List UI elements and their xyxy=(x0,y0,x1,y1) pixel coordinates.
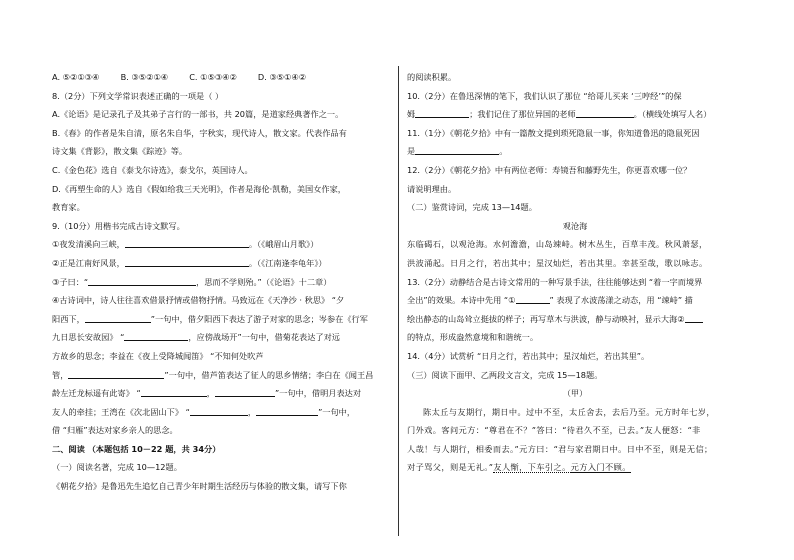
q8-stem: 8.（2分）下列文学常识表述正确的一项是（ ） xyxy=(52,90,224,101)
q11-line1: 11.（1分）《朝花夕拾》中有一篇散文提到琐死隐鼠一事，你知道鲁迅的隐鼠死因 xyxy=(407,127,700,138)
q9-item-4-line5 xyxy=(52,366,388,385)
classical-line-3: 人哉！与人期行，相委而去。”元方曰：“君与家君期日中。日中不至，则是无信； xyxy=(407,443,713,454)
answer-blank[interactable] xyxy=(215,387,275,397)
answer-blank[interactable] xyxy=(125,257,249,267)
q9-item-1 xyxy=(52,235,388,254)
answer-blank[interactable] xyxy=(415,145,499,155)
text: 。（横线处填写人名） xyxy=(633,109,712,120)
section-2-part-1: （一）阅读名著，完成 10—12题。 xyxy=(52,462,182,473)
answer-blank[interactable] xyxy=(256,406,318,416)
text: 龄左迁龙标遥有此寄》 “ xyxy=(52,388,141,399)
passage-jia-label: （甲） xyxy=(562,388,588,399)
q9-item-4-line8: 借 “归雁”表达对家乡亲人的思念。 xyxy=(52,425,178,436)
right-column xyxy=(407,68,743,477)
text: 姆 xyxy=(407,109,416,120)
answer-blank[interactable] xyxy=(576,108,634,118)
q13-line1: 13.（2分）动静结合是古诗文常用的一种写景手法，往往能够达到 “着一字而境界 xyxy=(407,276,703,287)
text: ， xyxy=(206,388,215,399)
q10-line1: 10.（2分）在鲁迅深情的笔下，我们认识了那位 “给哥儿买来 ‘三哼经’”的保 xyxy=(407,90,682,101)
q9-3-text: ③子曰：“ xyxy=(52,276,89,287)
q9-stem: 9.（10分）用楷书完成古诗文默写。 xyxy=(52,220,185,231)
q7-options xyxy=(52,68,388,87)
answer-blank[interactable] xyxy=(415,108,469,118)
q14: 14.（4分）试赏析 “日月之行，若出其中；星汉灿烂，若出其里”。 xyxy=(407,350,650,361)
q8-option-d-line2: 教育家。 xyxy=(52,202,85,213)
text: ”一句中，借夕阳西下表达了游子对家的思念；岑参在《行军 xyxy=(150,313,368,324)
text: ” 表现了水波荡漾之动态，用 “竦峙” 描 xyxy=(549,295,693,306)
answer-blank[interactable] xyxy=(125,238,249,248)
answer-blank[interactable] xyxy=(190,406,248,416)
q9-2-text: ②正是江南好风景， xyxy=(52,257,125,268)
section-b-heading: （二）鉴赏诗词，完成 13—14题。 xyxy=(407,202,537,213)
q9-3-source: ，思而不学则殆。”（《论语》十二章） xyxy=(196,276,332,287)
q12-line2: 请说明理由。 xyxy=(407,183,457,194)
underlined-text: 元方入门不顾。 xyxy=(570,462,631,473)
left-column xyxy=(52,68,388,496)
text: ， xyxy=(247,406,257,417)
q8-option-d-line1: D.《再塑生命的人》选自《假如给我三天光明》，作者是海伦·凯勒，美国女作家， xyxy=(52,183,346,194)
q9-item-4-line1: ④古诗词中，诗人往往喜欢借景抒情或借物抒情。马致远在《天净沙 · 秋思》 “夕 xyxy=(52,295,345,306)
section-2-heading: 二、阅读 （本题包括 10－22 题，共 34分） xyxy=(52,443,221,454)
text: ；我们记住了那位异国的老师 xyxy=(469,109,576,120)
q8-option-b-line1: B.《春》的作者是朱自清，原名朱自华，字秋实，现代诗人，散文家。代表作品有 xyxy=(52,127,347,138)
q8-option-a: A.《论语》是记录孔子及其弟子言行的一部书，共 20篇，是道家经典著作之一。 xyxy=(52,109,344,120)
q8-option-c: C.《金色花》选自《泰戈尔诗选》，泰戈尔，英国诗人。 xyxy=(52,164,253,175)
option-d: D. ③⑤①④② xyxy=(257,72,307,82)
q9-item-4-line3 xyxy=(52,328,388,347)
text: 是 xyxy=(407,146,416,157)
answer-blank[interactable] xyxy=(124,331,188,341)
q12-line1: 12.（2分）《朝花夕拾》中有两位老师：寿镜吾和藤野先生，你更喜欢哪一位？ xyxy=(407,164,692,175)
poem-title: 观沧海 xyxy=(562,220,588,231)
text: ”一句中，借芦笛表达了征人的思乡情绪；李白在《闻王昌 xyxy=(164,369,374,380)
text: 友人的牵挂；王湾在《次北固山下》 “ xyxy=(52,406,190,417)
q9-item-3 xyxy=(52,273,388,292)
q11-line2 xyxy=(407,142,743,161)
text: 。 xyxy=(499,146,508,157)
text: 方故乡的思念； xyxy=(52,350,110,361)
classical-line-2: 门外戏。客问元方：“尊君在不？”答曰：“待君久不至，已去。”友人便怒：“非 xyxy=(407,425,701,436)
option-a: A. ⑤②①③④ xyxy=(52,72,100,82)
reading-intro-end: 的阅读积累。 xyxy=(407,72,457,82)
q9-1-source: 。（《峨眉山月歌》） xyxy=(248,239,319,250)
classical-line-4 xyxy=(407,458,743,477)
column-divider xyxy=(398,66,399,536)
option-b: B. ③⑤②①④ xyxy=(120,72,169,82)
q9-item-4-line4 xyxy=(52,347,388,366)
text: ”一句中， xyxy=(318,406,356,417)
text: 九日思长安故园》 “ xyxy=(52,332,125,343)
q9-1-text: ①夜发清溪向三峡， xyxy=(52,239,125,250)
text: 全出”的效果。本诗中先用 “① xyxy=(407,295,516,306)
text: 李益在《夜上受降城闻笛》 “不知何处吹芦 xyxy=(109,350,264,361)
q9-item-2 xyxy=(52,254,388,273)
text: ”一句中，借明月表达对 xyxy=(274,388,362,399)
text: 绘出静态的山岛耸立挺拔的样子；再写草木与洪波，静与动映衬，显示大海② xyxy=(407,313,685,324)
poem-line-2: 洪波涌起。日月之行，若出其中；星汉灿烂，若出其里。幸甚至哉，歌以咏志。 xyxy=(407,257,708,268)
q13-line2 xyxy=(407,291,743,310)
text: 对子骂父，则是无礼。” xyxy=(407,462,494,473)
section-2-intro: 《朝花夕拾》是鲁迅先生追忆自己青少年时期生活经历与体验的散文集，请写下你 xyxy=(52,481,347,492)
q13-line4: 的特点，形成盎然意境和和谐统一。 xyxy=(407,332,539,343)
dotted-underlined-text: 友人惭，下车引之。 xyxy=(493,462,571,473)
answer-blank[interactable] xyxy=(685,313,703,323)
q9-item-4-line6 xyxy=(52,384,388,403)
classical-line-1: 陈太丘与友期行，期日中。过中不至，太丘舍去，去后乃至。元方时年七岁， xyxy=(423,406,715,417)
answer-blank[interactable] xyxy=(88,276,196,286)
answer-blank[interactable] xyxy=(141,387,207,397)
section-c-heading: （三）阅读下面甲、乙两段文言文，完成 15—18题。 xyxy=(407,369,603,380)
answer-blank[interactable] xyxy=(85,313,151,323)
poem-line-1: 东临碣石，以观沧海。水何澹澹，山岛竦峙。树木丛生，百草丰茂。秋风萧瑟， xyxy=(407,239,708,250)
q10-line2 xyxy=(407,105,743,124)
q13-line3 xyxy=(407,310,743,329)
text: ，应傍战场开”一句中，借菊花表达了对远 xyxy=(188,332,340,343)
answer-blank[interactable] xyxy=(68,369,164,379)
text: 阳西下， xyxy=(52,313,85,324)
q8-option-b-line2: 诗文集《背影》，散文集《踪迹》等。 xyxy=(52,146,188,157)
text: 管， xyxy=(52,369,69,380)
q9-item-4-line2 xyxy=(52,310,388,329)
q9-item-4-line7 xyxy=(52,403,388,422)
option-c: C. ①⑤③④② xyxy=(189,72,237,82)
answer-blank[interactable] xyxy=(516,294,550,304)
q9-2-source: 。（《江南逢李龟年》） xyxy=(248,257,327,268)
